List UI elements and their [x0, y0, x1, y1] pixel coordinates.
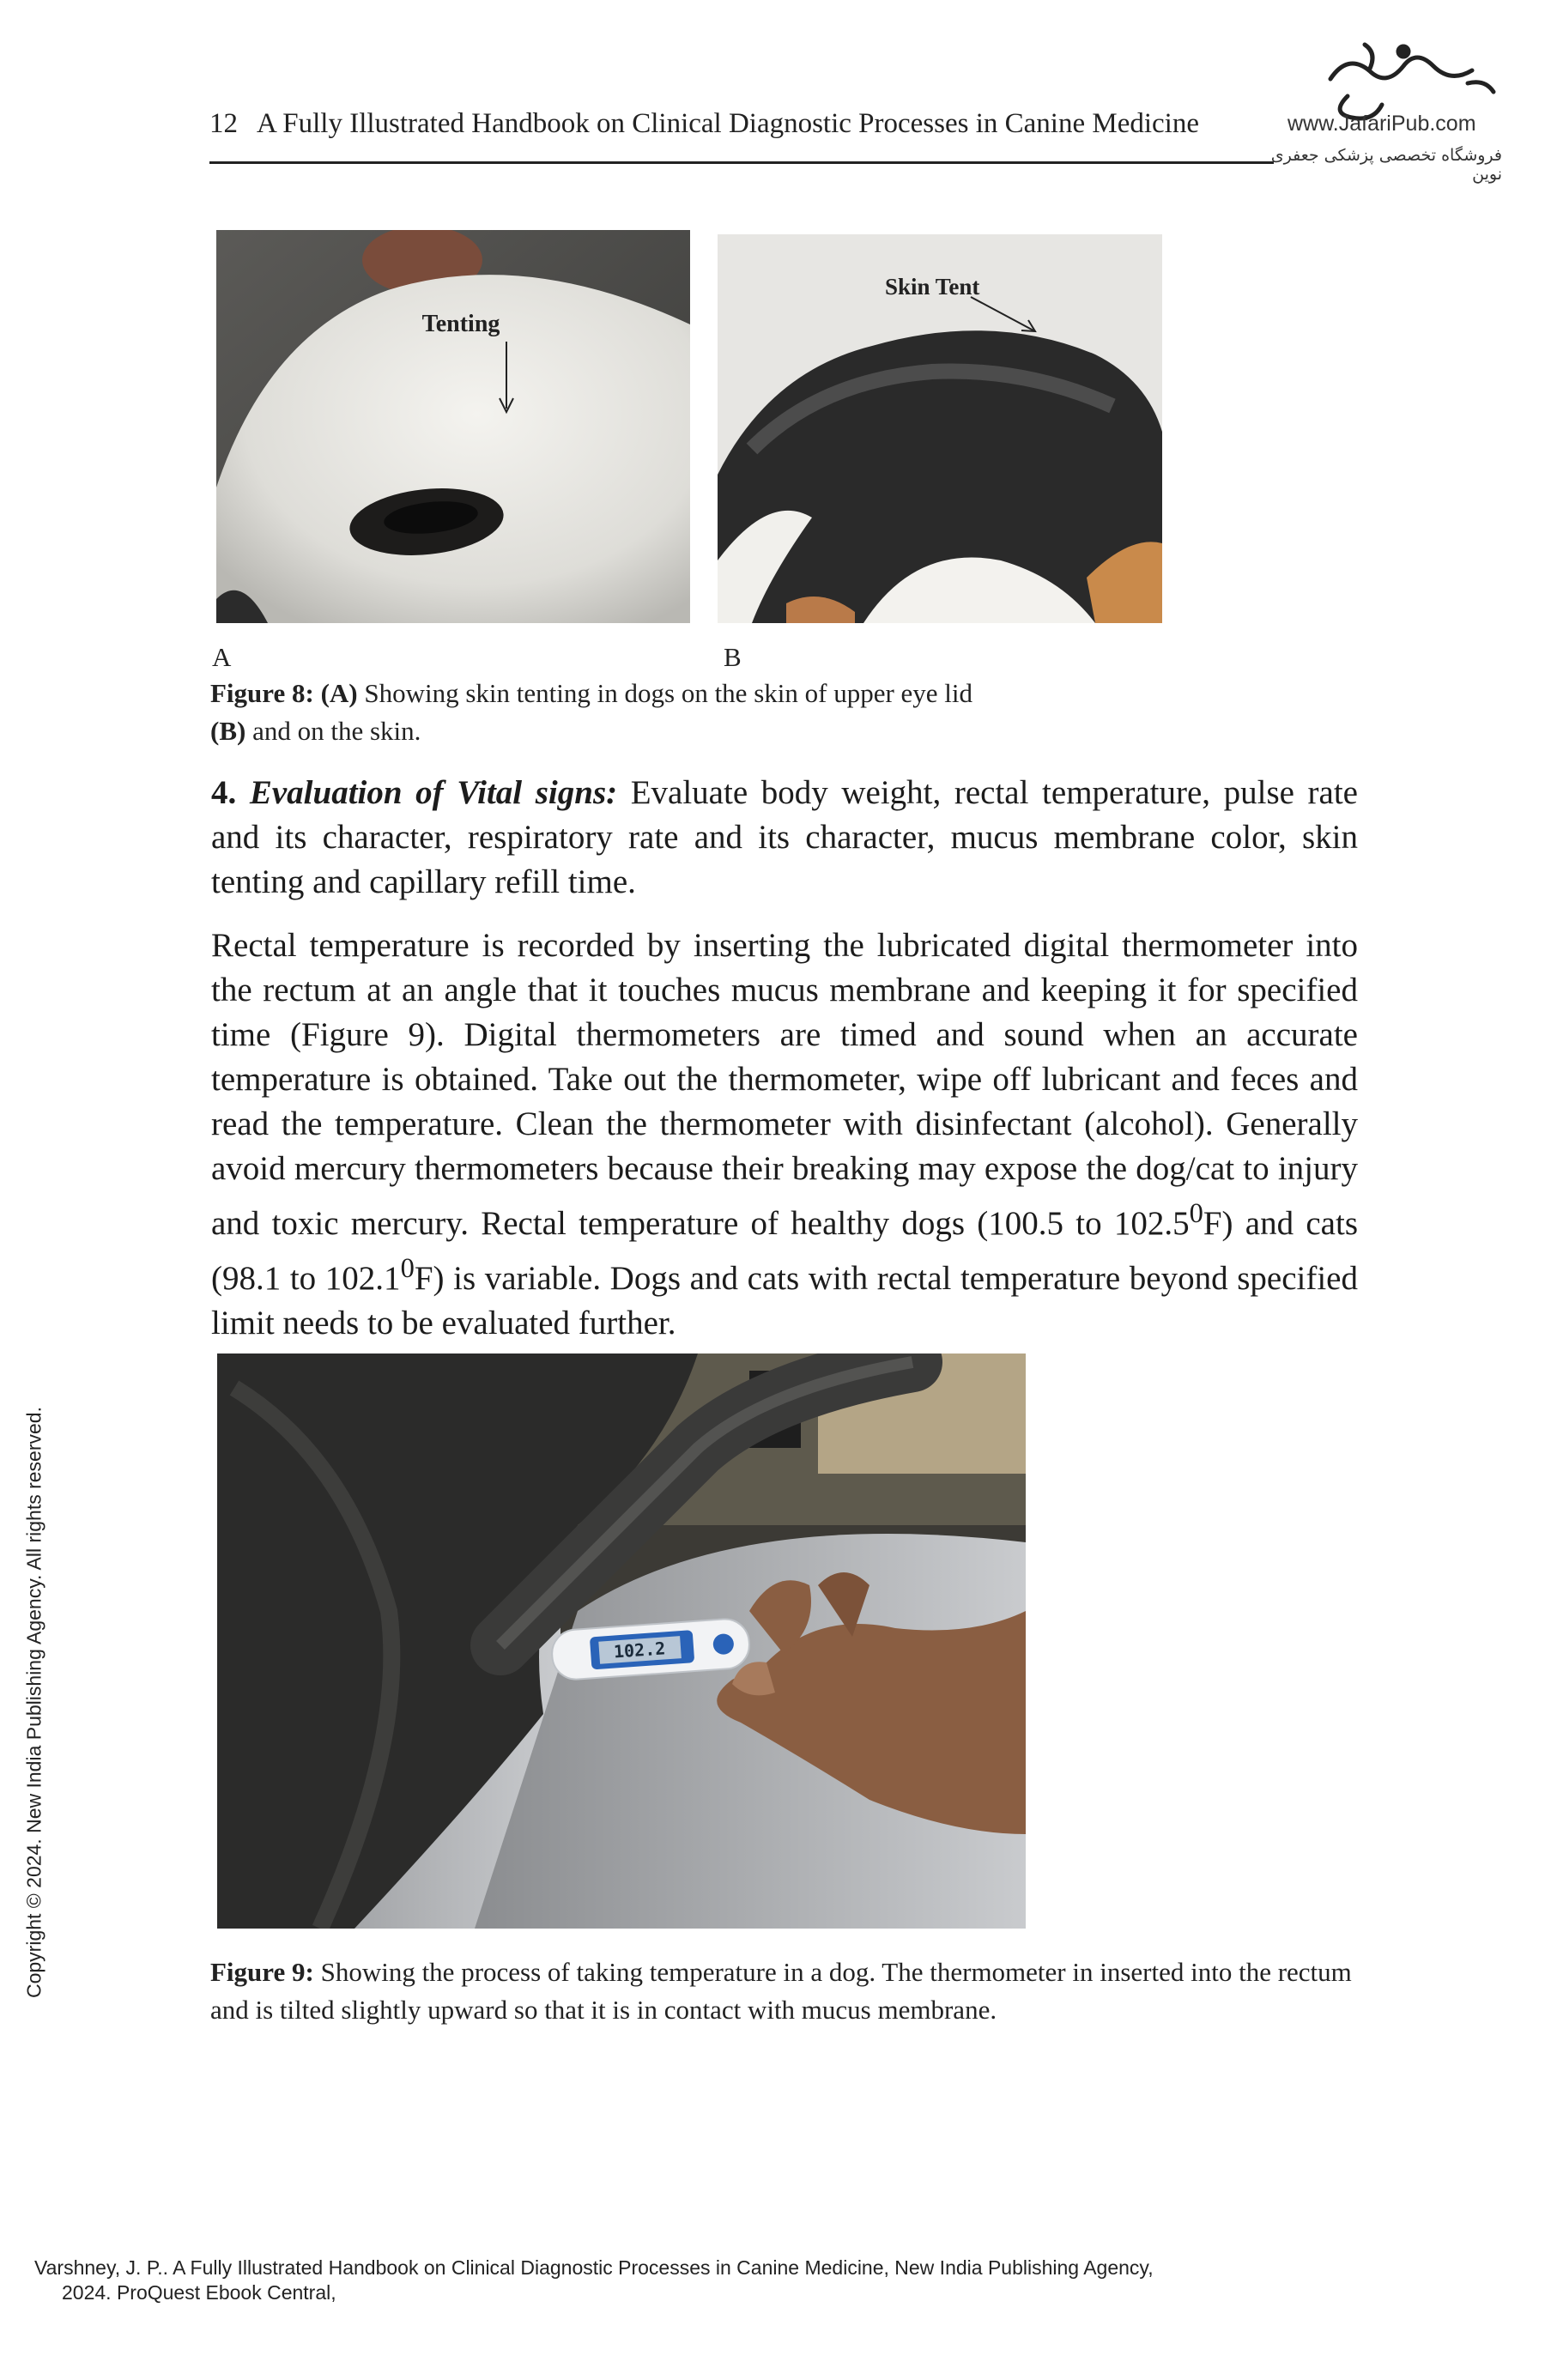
- citation-line-2: 2024. ProQuest Ebook Central,: [62, 2281, 336, 2304]
- publisher-tagline: فروشگاه تخصصی پزشکی جعفری نوین: [1270, 146, 1502, 184]
- citation-line-1: Varshney, J. P.. A Fully Illustrated Handbook on Clinical Diagnostic Processes in Canine Medicine, New India Publishing Agency,: [34, 2256, 1154, 2279]
- thermometer-display: 102.2: [613, 1638, 666, 1662]
- paragraph-text-mid: F) and cats (98.1 to 102.1: [211, 1205, 1358, 1297]
- figure9-caption-lead: Figure 9:: [210, 1957, 314, 1987]
- figure9-photo: [217, 1354, 1026, 1929]
- degree-superscript: 0: [400, 1253, 415, 1284]
- figure8-caption-lead: Figure 8:: [210, 678, 314, 708]
- copyright-notice: Copyright © 2024. New India Publishing Agency. All rights reserved.: [22, 1407, 45, 1999]
- paragraph-text-start: Rectal temperature is recorded by inserting the lubricated digital thermometer into the rectum at an angle that it touches mucus membrane and keeping it for specified time (Figure 9). Digital thermometers are timed and sound when an accurate temperature is obtained. Take out the thermometer, wipe off lubricant and feces and read the temperature. Clean the thermometer with disinfectant (alcohol). Generally avoid mercury thermometers because their breaking may expose the dog/cat to injury and toxic mercury. Rectal temperature of healthy dogs (100.5 to 102.5: [211, 927, 1358, 1242]
- tenting-annotation: Tenting: [421, 311, 500, 337]
- figure8-caption: [210, 675, 1172, 750]
- header-rule: [209, 161, 1274, 164]
- figure8-label-a: A: [212, 642, 232, 672]
- figure8-photo-b: [718, 234, 1162, 623]
- section-number: 4.: [211, 774, 237, 811]
- section-heading: Evaluation of Vital signs:: [249, 774, 618, 811]
- page-number: 12: [209, 108, 238, 139]
- rectal-temperature-paragraph: [211, 924, 1358, 1346]
- figure8-caption-b-tag: (B): [210, 716, 246, 746]
- figure8-caption-a-text: Showing skin tenting in dogs on the skin of upper eye lid: [357, 678, 973, 708]
- citation-footer: [34, 2256, 1154, 2305]
- book-title: A Fully Illustrated Handbook on Clinical Diagnostic Processes in Canine Medicine: [257, 108, 1199, 139]
- figure9-caption-text: Showing the process of taking temperature in a dog. The thermometer in inserted into the rectum and is tilted slightly upward so that it is in contact with mucus membrane.: [210, 1957, 1352, 2025]
- paragraph-text-end: F) is variable. Dogs and cats with rectal temperature beyond specified limit needs to be evaluated further.: [211, 1260, 1358, 1341]
- section-intro-paragraph: [211, 771, 1358, 905]
- figure8-caption-a-tag: (A): [320, 678, 358, 708]
- figure8-label-b: B: [724, 642, 742, 672]
- figure9-caption: [210, 1953, 1395, 2029]
- figure8-photo-a: [216, 230, 690, 623]
- section-intro-text: Evaluate body weight, rectal temperature, pulse rate and its character, respiratory rate and its character, mucus membrane color, skin tenting and capillary refill time.: [211, 774, 1358, 900]
- figure8-caption-b-text: and on the skin.: [245, 716, 421, 746]
- skin-tent-annotation: Skin Tent: [885, 274, 980, 300]
- degree-superscript: 0: [1189, 1198, 1203, 1229]
- publisher-url: www.JafariPub.com: [1288, 112, 1476, 136]
- running-head: [209, 108, 1199, 140]
